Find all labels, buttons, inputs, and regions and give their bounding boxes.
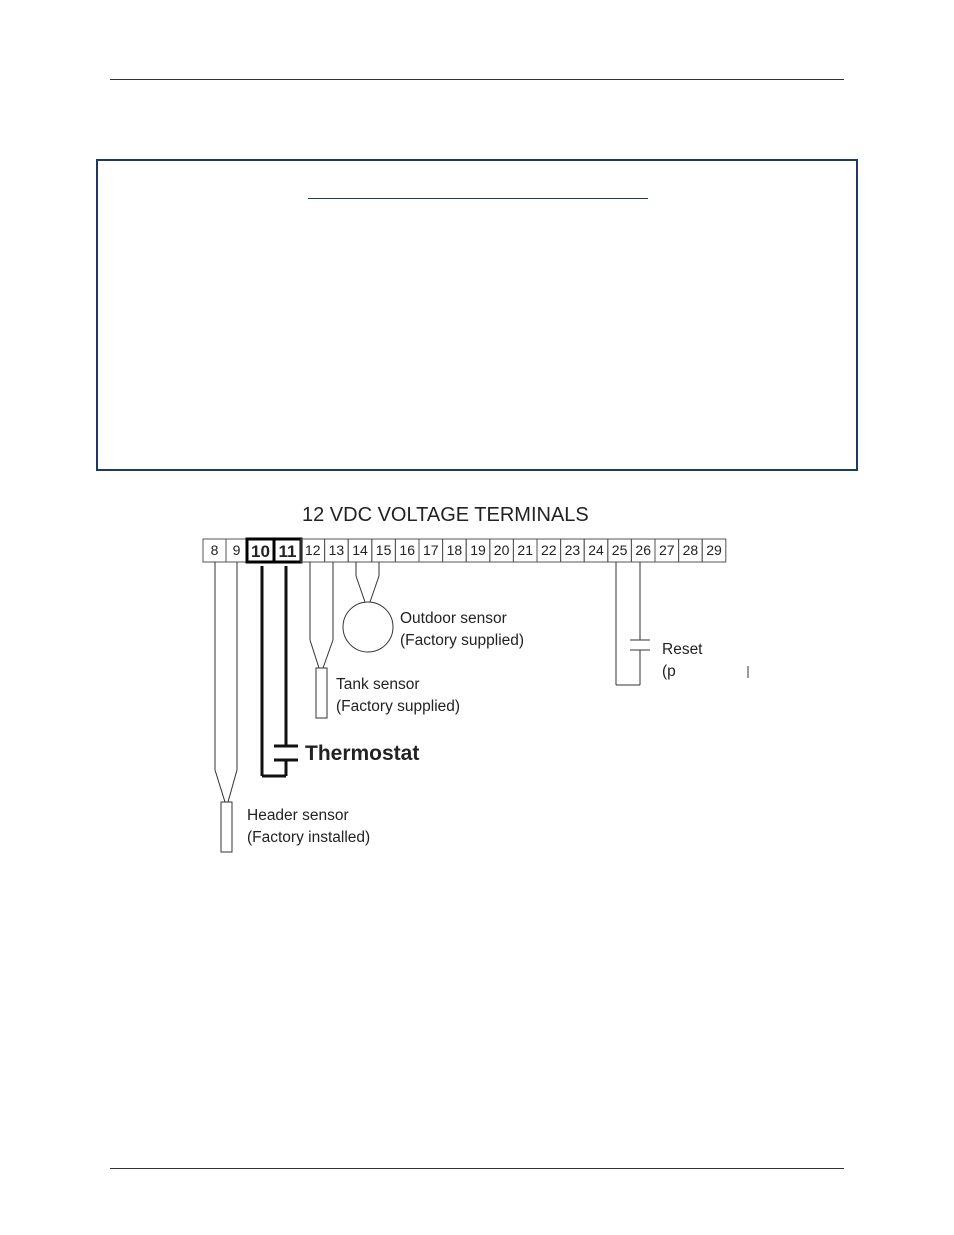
- header-rule: [110, 79, 844, 80]
- diagram-title: 12 VDC VOLTAGE TERMINALS: [302, 504, 589, 526]
- terminal-15: 15: [375, 542, 392, 558]
- tank-sensor-wiring: [310, 562, 333, 718]
- thermostat-label: Thermostat: [305, 742, 420, 765]
- terminal-11: 11: [278, 542, 297, 561]
- terminal-16: 16: [399, 542, 415, 558]
- terminal-14: 14: [352, 542, 368, 558]
- terminal-12: 12: [305, 542, 321, 558]
- terminal-9: 9: [232, 542, 241, 558]
- notice-title-underline: [308, 198, 648, 199]
- wiring-diagram: [0, 490, 954, 870]
- header-sensor-label: Header sensor: [247, 807, 349, 824]
- terminal-strip: [203, 539, 726, 562]
- terminal-26: 26: [635, 542, 651, 558]
- terminal-13: 13: [328, 542, 345, 558]
- terminal-10: 10: [251, 542, 270, 561]
- terminal-20: 20: [493, 542, 510, 558]
- terminal-17: 17: [423, 542, 439, 558]
- terminal-25: 25: [611, 542, 628, 558]
- outdoor-sensor-label: Outdoor sensor: [400, 610, 507, 627]
- tank-sensor-probe: [316, 668, 327, 718]
- header-sensor-note: (Factory installed): [247, 829, 371, 846]
- terminal-24: 24: [588, 542, 604, 558]
- header-sensor-probe: [221, 802, 232, 852]
- reset-wiring: [616, 562, 748, 685]
- reset-note: (p: [662, 663, 676, 680]
- header-sensor-wiring: [215, 562, 237, 852]
- thermostat-wiring: [262, 566, 298, 776]
- tank-sensor-note: (Factory supplied): [336, 698, 461, 715]
- outdoor-sensor-note: (Factory supplied): [400, 632, 525, 649]
- terminal-29: 29: [706, 542, 722, 558]
- terminal-8: 8: [210, 542, 219, 558]
- terminal-18: 18: [446, 542, 463, 558]
- footer-rule: [110, 1168, 844, 1169]
- terminal-21: 21: [517, 542, 533, 558]
- tank-sensor-label: Tank sensor: [336, 676, 420, 693]
- outdoor-sensor-symbol: [343, 602, 393, 652]
- terminal-22: 22: [541, 542, 557, 558]
- terminal-23: 23: [564, 542, 581, 558]
- outdoor-sensor-wiring: [343, 562, 393, 652]
- reset-label: Reset: [662, 641, 703, 658]
- terminal-28: 28: [682, 542, 699, 558]
- notice-box: [96, 159, 858, 471]
- terminal-27: 27: [659, 542, 675, 558]
- terminal-19: 19: [470, 542, 486, 558]
